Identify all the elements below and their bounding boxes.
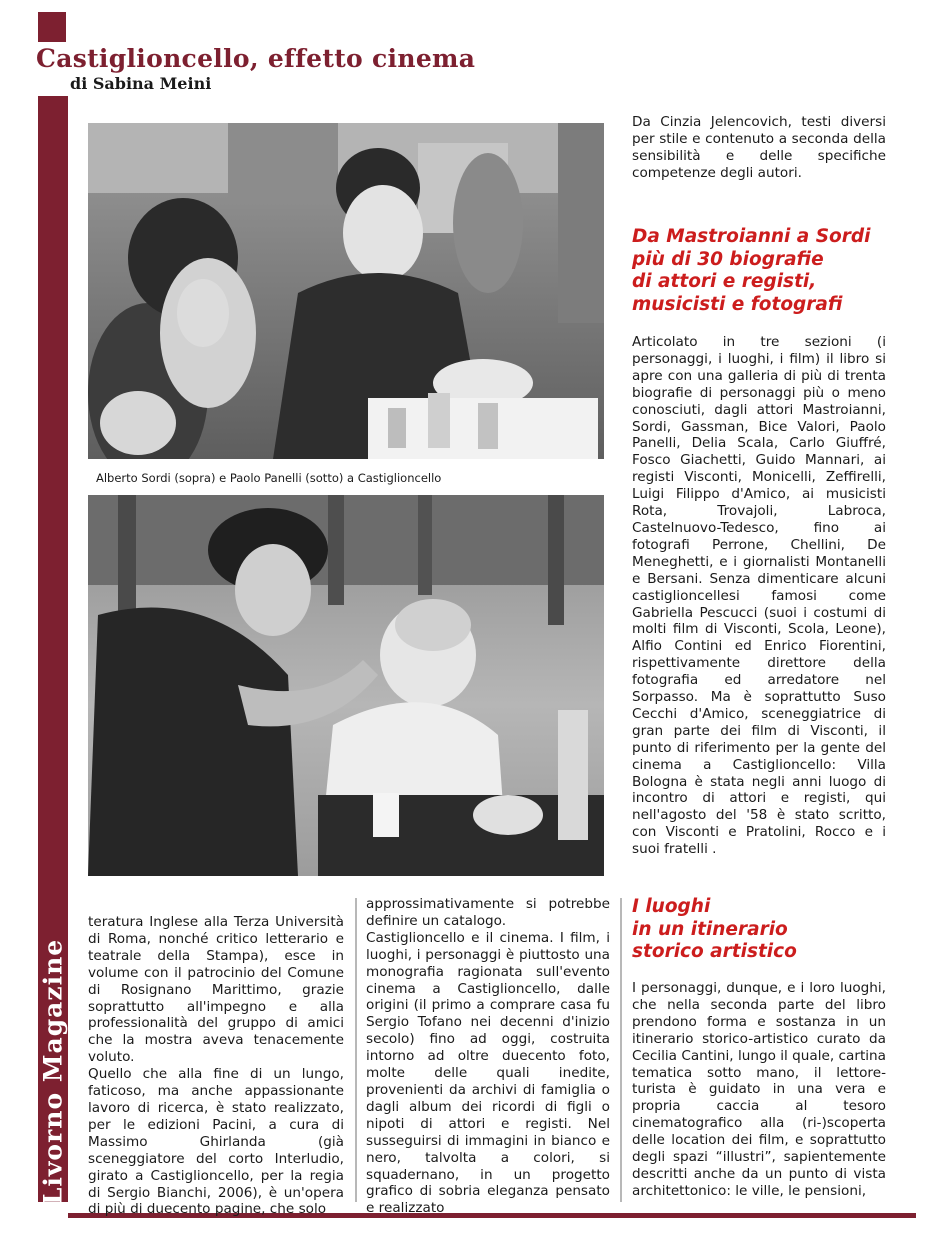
subhead-line: musicisti e fotografi [632,293,843,315]
subhead-line: Da Mastroianni a Sordi [632,226,871,247]
biografie-section [632,334,886,858]
body-column-2 [366,896,610,1217]
photo-caption: Alberto Sordi (sopra) e Paolo Panelli (sotto) a Castiglioncello [96,471,442,485]
paragraph: approssimativamente si potrebbe definire un catalogo. [366,896,610,929]
photo-sordi [88,123,604,459]
article-title: Castiglioncello, effetto cinema [36,44,476,73]
column-divider [355,898,357,1202]
subhead-line: I luoghi [632,896,711,917]
subhead-line: più di 30 biografie [632,248,824,270]
intro-continuation [632,114,886,182]
paragraph: Da Cinzia Jelencovich, testi diversi per stile e contenuto a seconda della sensibilità e delle specifiche competenze degli autori. [632,114,886,181]
corner-square [38,12,66,42]
subhead-luoghi [632,896,912,964]
photo-panelli [88,495,604,876]
subhead-line: in un itinerario [632,918,788,940]
magazine-name: Livorno Magazine [38,938,68,1206]
paragraph: Quello che alla fine di un lungo, faticoso, ma anche appassionante lavoro di ricerca, è stato realizzato, per le edizioni Pacini, a cura di Massimo Ghirlanda (già sceneggiatore del corto Interludio, girato a Castiglioncello, per la regia di Sergio Bianchi, 2006), è un'opera di più di duecento pagine, che solo [88,1066,344,1218]
subhead-line: di attori e registi, [632,271,817,292]
subhead-line: storico artistico [632,941,797,962]
paragraph: I personaggi, dunque, e i loro luoghi, che nella seconda parte del libro prendono forma e sostanza in un itinerario storico-artistico curato da Cecilia Cantini, lungo il quale, cartina tematica sotto mano, il lettore-turista è guidato in una vera e propria caccia al tesoro cinematografico alla (ri-)scoperta delle location dei film, e soprattutto degli spazi “illustri”, sapientemente descritti anche da un punto di vista architettonico: le ville, le pensioni, [632,980,886,1199]
article-byline: di Sabina Meini [70,74,212,93]
paragraph: teratura Inglese alla Terza Università di Roma, nonché critico letterario e teatrale della Stampa), esce in volume con il patrocinio del Comune di Rosignano Marittimo, grazie soprattutto all'impegno e alla professionalità del gruppo di amici che la mostra aveva tenacemente voluto. [88,914,344,1066]
paragraph: Articolato in tre sezioni (i personaggi, i luoghi, i film) il libro si apre con una galleria di più di trenta biografie di personaggi più o meno conosciuti, dagli attori Mastroianni, Sordi, Gassman, Bice Valori, Paolo Panelli, Delia Scala, Carlo Giuffré, Fosco Giachetti, Guido Mannari, ai registi Visconti, Monicelli, Zeffirelli, Luigi Filippo d'Amico, ai musicisti Rota, Trovajoli, Labroca, Castelnuovo-Tedesco, fino ai fotografi Perrone, Chellini, De Meneghetti, e i giornalisti Montanelli e Bersani. Senza dimenticare alcuni castiglioncellesi famosi come Gabriella Pescucci (suoi i costumi di molti film di Visconti, Scola, Leone), Alfio Contini ed Enrico Fiorentini, rispettivamente direttore della fotografia ed arredatore nel Sorpasso. Ma è soprattutto Suso Cecchi d'Amico, sceneggiatrice di gran parte dei film di Visconti, il punto di riferimento per la gente del cinema a Castiglioncello: Villa Bologna è stata negli anni luogo di incontro di attori e registi, qui nell'agosto del '58 è stato scritto, con Visconti e Pratolini, Rocco e i suoi fratelli . [632,334,886,858]
subhead-biografie [632,226,912,316]
body-column-1 [88,914,344,1218]
column-divider [620,898,622,1202]
luoghi-section [632,980,886,1200]
paragraph: Castiglioncello e il cinema. I film, i luoghi, i personaggi è piuttosto una monografia ragionata sull'evento cinema a Castiglioncello, dalle origini (il primo a comprare casa fu Sergio Tofano nei decenni d'inizio secolo) fino ad oggi, costruita intorno ad oltre duecento foto, molte delle quali inedite, provenienti da archivi di famiglia o dagli album dei ricordi di figli o nipoti di attori e registi. Nel susseguirsi di immagini in bianco e nero, talvolta a colori, si squadernano, in un progetto grafico di sobria eleganza pensato e realizzato [366,929,610,1217]
